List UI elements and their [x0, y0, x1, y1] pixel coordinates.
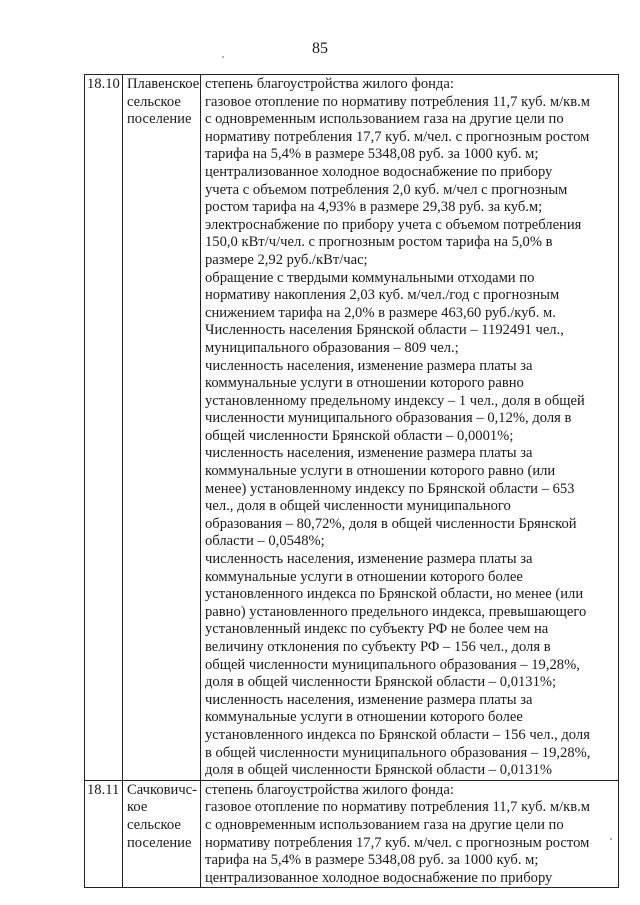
- text-line: Сачковичс-: [127, 781, 197, 798]
- text-line: области – 0,0548%;: [205, 533, 325, 550]
- text-line: коммунальные услуги в отношении которого равно (или: [205, 463, 556, 480]
- text-line: чел., доля в общей численности муниципального: [205, 498, 511, 515]
- text-line: сельское: [127, 816, 181, 833]
- text-line: обращение с твердыми коммунальными отходами по: [205, 269, 535, 286]
- scan-speck: [222, 56, 224, 58]
- row-number: 18.11: [85, 780, 123, 888]
- text-line: Плавенское: [127, 76, 200, 92]
- text-line: централизованное холодное водоснабжение по прибору: [205, 869, 553, 886]
- settlement-name: [123, 780, 201, 888]
- text-line: тарифа на 5,4% в размере 5348,08 руб. за 1000 куб. м;: [205, 146, 539, 163]
- table-row: [85, 75, 619, 781]
- text-line: с одновременным использованием газа на другие цели по: [205, 111, 564, 128]
- row-description: [201, 75, 619, 781]
- text-line: образования – 80,72%, доля в общей численности Брянской: [205, 515, 577, 532]
- text-line: установленный индекс по субъекту РФ не более чем на: [205, 621, 549, 638]
- text-line: размере 2,92 руб./кВт/час;: [205, 251, 368, 268]
- text-line: доля в общей численности Брянской области – 0,0131%: [205, 762, 553, 779]
- text-line: учета с объемом потребления 2,0 куб. м/чел с прогнозным: [205, 181, 568, 198]
- page-number: 85: [312, 40, 328, 57]
- text-line: нормативу накопления 2,03 куб. м/чел./год с прогнозным: [205, 287, 560, 304]
- text-line: электроснабжение по прибору учета с объемом потребления: [205, 216, 582, 233]
- text-line: поселение: [127, 834, 192, 851]
- text-line: численность населения, изменение размера платы за: [205, 445, 533, 462]
- text-line: численность населения, изменение размера платы за: [205, 357, 533, 374]
- text-line: нормативу потребления 17,7 куб. м/чел. с прогнозным ростом: [205, 834, 590, 851]
- text-line: тарифа на 5,4% в размере 5348,08 руб. за 1000 куб. м;: [205, 852, 539, 869]
- text-line: коммунальные услуги в отношении которого более: [205, 568, 523, 585]
- text-line: общей численности Брянской области – 0,0001%;: [205, 427, 514, 444]
- text-line: коммунальные услуги в отношении которого равно: [205, 375, 524, 392]
- text-line: газовое отопление по нормативу потребления 11,7 куб. м/кв.м: [205, 93, 590, 110]
- table-row: [85, 780, 619, 888]
- text-line: с одновременным использованием газа на другие цели по: [205, 816, 564, 833]
- text-line: установленного индекса по Брянской области, но менее (или: [205, 586, 584, 603]
- text-line: централизованное холодное водоснабжение по прибору: [205, 163, 553, 180]
- text-line: численности муниципального образования – 0,12%, доля в: [205, 410, 572, 427]
- text-line: сельское: [127, 93, 181, 110]
- text-line: муниципального образования – 809 чел.;: [205, 339, 459, 356]
- text-line: равно) установленного предельного индекса, превышающего: [205, 603, 587, 620]
- text-line: коммунальные услуги в отношении которого более: [205, 709, 523, 726]
- text-line: величину отклонения по субъекту РФ – 156 чел., доля в: [205, 639, 551, 655]
- text-line: поселение: [127, 111, 192, 128]
- text-line: численность населения, изменение размера платы за: [205, 551, 533, 568]
- text-line: степень благоустройства жилого фонда:: [205, 76, 454, 92]
- text-line: газовое отопление по нормативу потребления 11,7 куб. м/кв.м: [205, 799, 590, 816]
- text-line: нормативу потребления 17,7 куб. м/чел. с прогнозным ростом: [205, 128, 590, 145]
- text-line: общей численности муниципального образования – 19,28%,: [205, 656, 580, 673]
- text-line: 150,0 кВт/ч/чел. с прогнозным ростом тарифа на 5,0% в: [205, 234, 553, 251]
- settlement-name: [123, 75, 201, 781]
- row-number: 18.10: [85, 75, 123, 781]
- text-line: установленному предельному индексу – 1 чел., доля в общей: [205, 392, 585, 409]
- text-line: численность населения, изменение размера платы за: [205, 691, 533, 708]
- text-line: кое: [127, 799, 148, 816]
- text-line: доля в общей численности Брянской области – 0,0131%;: [205, 674, 557, 691]
- row-description: [201, 780, 619, 888]
- text-line: ростом тарифа на 4,93% в размере 29,38 руб. за куб.м;: [205, 199, 543, 216]
- text-line: снижением тарифа на 2,0% в размере 463,60 руб./куб. м.: [205, 304, 556, 321]
- text-line: менее) установленному индексу по Брянской области – 653: [205, 480, 575, 497]
- scan-speck: [610, 838, 612, 840]
- text-line: в общей численности муниципального образования – 19,28%,: [205, 744, 591, 761]
- text-line: установленного индекса по Брянской области – 156 чел., доля: [205, 726, 590, 743]
- text-line: степень благоустройства жилого фонда:: [205, 781, 454, 798]
- municipal-table: [84, 74, 619, 888]
- text-line: Численность населения Брянской области – 1192491 чел.,: [205, 322, 564, 339]
